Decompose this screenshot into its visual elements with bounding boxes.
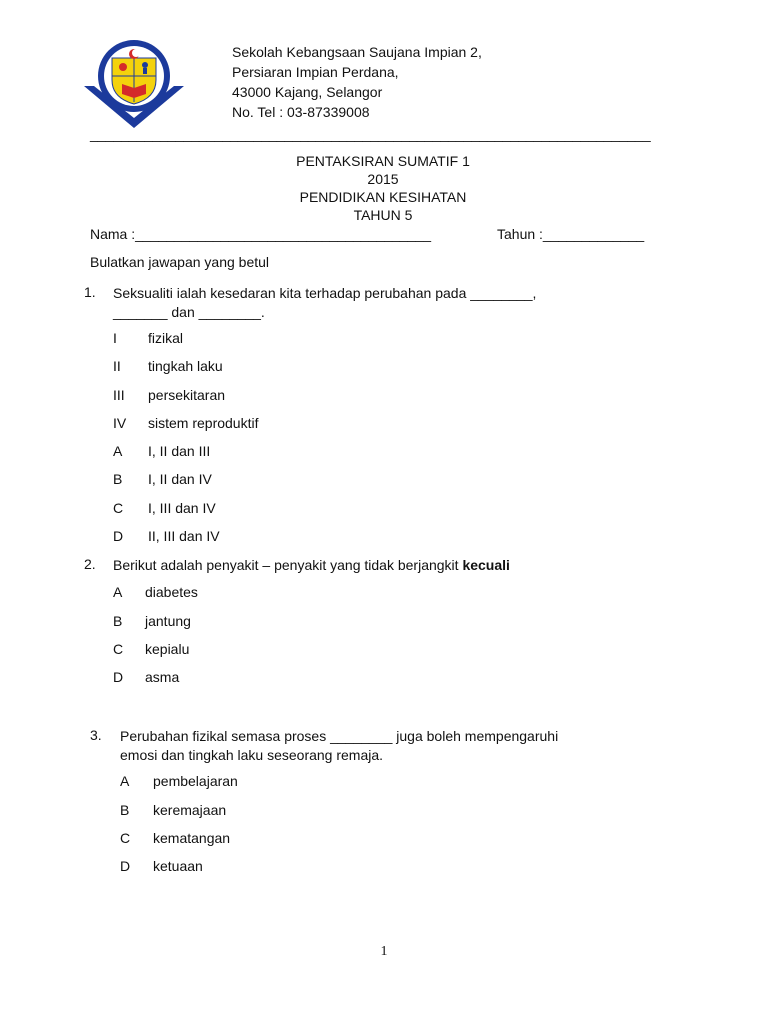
- option-key: B: [113, 471, 123, 487]
- question-text-line-1: [113, 556, 510, 575]
- option-key: D: [113, 528, 124, 544]
- statement-text: tingkah laku: [148, 358, 223, 374]
- statement-key: IV: [113, 415, 127, 431]
- instruction: Bulatkan jawapan yang betul: [90, 254, 270, 270]
- option-text: diabetes: [145, 584, 198, 600]
- option-text: ketuaan: [153, 858, 203, 874]
- page-number: 1: [380, 944, 388, 959]
- statement-key: I: [113, 330, 117, 346]
- school-city: 43000 Kajang, Selangor: [232, 84, 383, 100]
- option-text: pembelajaran: [153, 773, 238, 789]
- statement-text: persekitaran: [148, 387, 226, 403]
- option-key: A: [120, 773, 130, 789]
- school-street: Persiaran Impian Perdana,: [232, 64, 399, 80]
- option-text: keremajaan: [153, 802, 227, 818]
- exam-subject: PENDIDIKAN KESIHATAN: [299, 189, 467, 205]
- statement-key: III: [113, 387, 125, 403]
- option-key: D: [120, 858, 131, 874]
- question-text-line-1: Seksualiti ialah kesedaran kita terhadap perubahan pada ________,: [113, 285, 537, 301]
- option-text: II, III dan IV: [148, 528, 220, 544]
- school-address: [232, 42, 482, 122]
- option-key: C: [113, 500, 124, 516]
- question-text-line-1: Perubahan fizikal semasa proses ________ juga boleh mempengaruhi: [120, 728, 559, 744]
- option-text: kepialu: [145, 641, 190, 657]
- statement-text: sistem reproduktif: [148, 415, 259, 431]
- header-separator: ________________________________________________________________________: [90, 126, 651, 142]
- option-text: I, III dan IV: [148, 500, 216, 516]
- option-text: I, II dan III: [148, 443, 211, 459]
- year-field[interactable]: Tahun :_____________: [497, 226, 645, 242]
- option-text: asma: [145, 669, 180, 685]
- option-key: C: [113, 641, 124, 657]
- option-key: C: [120, 830, 131, 846]
- school-name: Sekolah Kebangsaan Saujana Impian 2,: [232, 44, 482, 60]
- school-phone: No. Tel : 03-87339008: [232, 104, 370, 120]
- option-text: I, II dan IV: [148, 471, 212, 487]
- question-number: 3.: [90, 727, 102, 743]
- option-text: jantung: [145, 613, 191, 629]
- exam-title: PENTAKSIRAN SUMATIF 1: [296, 153, 470, 169]
- option-key: A: [113, 584, 123, 600]
- option-key: D: [113, 669, 124, 685]
- exam-grade: TAHUN 5: [353, 207, 413, 223]
- statement-text: fizikal: [148, 330, 184, 346]
- question-text-line-2: emosi dan tingkah laku seseorang remaja.: [120, 747, 384, 763]
- name-field[interactable]: Nama :______________________________________: [90, 226, 431, 242]
- question-text: Berikut adalah penyakit – penyakit yang tidak berjangkit: [113, 557, 459, 573]
- option-key: A: [113, 443, 123, 459]
- question-emphasis: kecuali: [462, 557, 510, 573]
- exam-header: [0, 152, 768, 224]
- exam-year: 2015: [367, 171, 399, 187]
- question-number: 1.: [84, 284, 96, 300]
- school-crest-logo: [82, 38, 186, 130]
- question-number: 2.: [84, 556, 96, 572]
- statement-key: II: [113, 358, 121, 374]
- option-key: B: [113, 613, 123, 629]
- question-text-line-2: _______ dan ________.: [113, 304, 265, 320]
- option-key: B: [120, 802, 130, 818]
- option-text: kematangan: [153, 830, 231, 846]
